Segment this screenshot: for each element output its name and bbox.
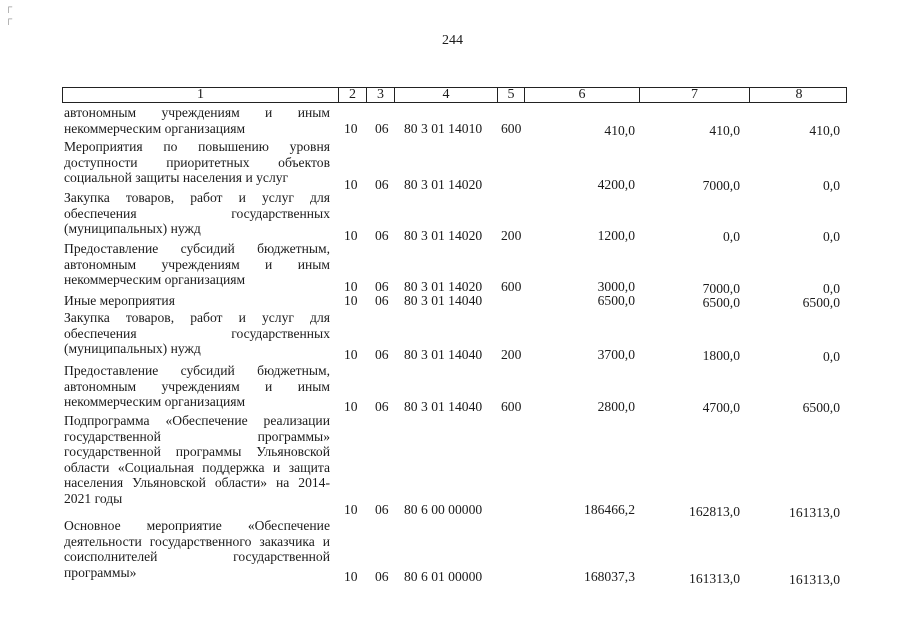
cell-amount-col6: 6500,0: [597, 293, 635, 308]
cell-amount-col8: 0,0: [823, 229, 840, 244]
cell-amount-col7: 161313,0: [689, 571, 740, 586]
cell-amount-col7: 1800,0: [702, 348, 740, 363]
cell-amount-col7: 7000,0: [702, 178, 740, 193]
cell-target-code: 80 3 01 14020: [404, 177, 483, 192]
row-name: автономным учреждениям и иным некоммерческим организациям: [64, 105, 330, 136]
cell-subsection: 06: [375, 177, 389, 192]
cell-subsection: 06: [375, 293, 389, 308]
cell-amount-col7: 4700,0: [702, 400, 740, 415]
cell-subsection: 06: [375, 347, 389, 362]
column-header-7: 7: [639, 88, 749, 102]
cell-amount-col8: 161313,0: [789, 505, 840, 520]
row-name: Иные мероприятия: [64, 293, 175, 308]
cell-target-code: 80 3 01 14040: [404, 293, 483, 308]
row-name: Закупка товаров, работ и услуг для обеспечения государственных (муниципальных) нужд: [64, 310, 330, 357]
cell-expense-type: 200: [501, 347, 522, 362]
cell-amount-col7: 0,0: [723, 229, 740, 244]
column-header-2: 2: [338, 88, 366, 102]
cell-subsection: 06: [375, 569, 389, 584]
cell-section: 10: [344, 502, 358, 517]
cell-subsection: 06: [375, 399, 389, 414]
column-header-3: 3: [366, 88, 394, 102]
row-name: Предоставление субсидий бюджетным, автономным учреждениям и иным некоммерческим организациям: [64, 241, 330, 288]
cell-amount-col6: 1200,0: [597, 228, 635, 243]
scan-edge-mark: ┌: [5, 14, 13, 25]
column-header-5: 5: [497, 88, 524, 102]
cell-amount-col8: 6500,0: [802, 400, 840, 415]
column-header-6: 6: [524, 88, 639, 102]
cell-amount-col6: 2800,0: [597, 399, 635, 414]
cell-amount-col6: 3000,0: [597, 279, 635, 294]
cell-target-code: 80 3 01 14040: [404, 347, 483, 362]
cell-section: 10: [344, 121, 358, 136]
cell-target-code: 80 6 00 00000: [404, 502, 483, 517]
cell-expense-type: 200: [501, 228, 522, 243]
cell-expense-type: 600: [501, 279, 522, 294]
cell-amount-col7: 410,0: [709, 123, 740, 138]
cell-target-code: 80 3 01 14010: [404, 121, 483, 136]
cell-amount-col8: 0,0: [823, 349, 840, 364]
cell-amount-col8: 6500,0: [802, 295, 840, 310]
cell-section: 10: [344, 279, 358, 294]
cell-amount-col6: 186466,2: [584, 502, 635, 517]
cell-section: 10: [344, 228, 358, 243]
column-header-row: [62, 87, 847, 103]
cell-amount-col8: 0,0: [823, 178, 840, 193]
row-name: Основное мероприятие «Обеспечение деятельности государственного заказчика и соисполнителей государственной программы»: [64, 518, 330, 580]
cell-amount-col6: 410,0: [604, 123, 635, 138]
row-name: Предоставление субсидий бюджетным, автономным учреждениям и иным некоммерческим организациям: [64, 363, 330, 410]
cell-subsection: 06: [375, 502, 389, 517]
cell-amount-col8: 410,0: [809, 123, 840, 138]
scan-edge-mark: ┌: [5, 2, 13, 13]
cell-section: 10: [344, 399, 358, 414]
page-number: 244: [442, 33, 463, 48]
cell-amount-col6: 3700,0: [597, 347, 635, 362]
cell-target-code: 80 6 01 00000: [404, 569, 483, 584]
cell-section: 10: [344, 293, 358, 308]
cell-amount-col8: 161313,0: [789, 572, 840, 587]
cell-section: 10: [344, 569, 358, 584]
cell-amount-col8: 0,0: [823, 281, 840, 296]
column-header-1: 1: [197, 87, 204, 102]
row-name: Мероприятия по повышению уровня доступности приоритетных объектов социальной защиты населения и услуг: [64, 139, 330, 186]
cell-expense-type: 600: [501, 399, 522, 414]
cell-amount-col6: 168037,3: [584, 569, 635, 584]
cell-amount-col7: 162813,0: [689, 504, 740, 519]
row-name: Закупка товаров, работ и услуг для обеспечения государственных (муниципальных) нужд: [64, 190, 330, 237]
cell-target-code: 80 3 01 14040: [404, 399, 483, 414]
cell-section: 10: [344, 177, 358, 192]
row-name: Подпрограмма «Обеспечение реализации государственной программы» государственной программы Ульяновской области «Социальная поддержка и защита населения Ульяновской области» на 2014-2021 годы: [64, 413, 330, 506]
cell-subsection: 06: [375, 279, 389, 294]
cell-subsection: 06: [375, 121, 389, 136]
cell-target-code: 80 3 01 14020: [404, 279, 483, 294]
cell-section: 10: [344, 347, 358, 362]
cell-amount-col7: 6500,0: [702, 295, 740, 310]
cell-amount-col6: 4200,0: [597, 177, 635, 192]
column-header-8: 8: [749, 88, 848, 102]
cell-target-code: 80 3 01 14020: [404, 228, 483, 243]
cell-amount-col7: 7000,0: [702, 281, 740, 296]
column-header-4: 4: [394, 88, 497, 102]
cell-expense-type: 600: [501, 121, 522, 136]
cell-subsection: 06: [375, 228, 389, 243]
